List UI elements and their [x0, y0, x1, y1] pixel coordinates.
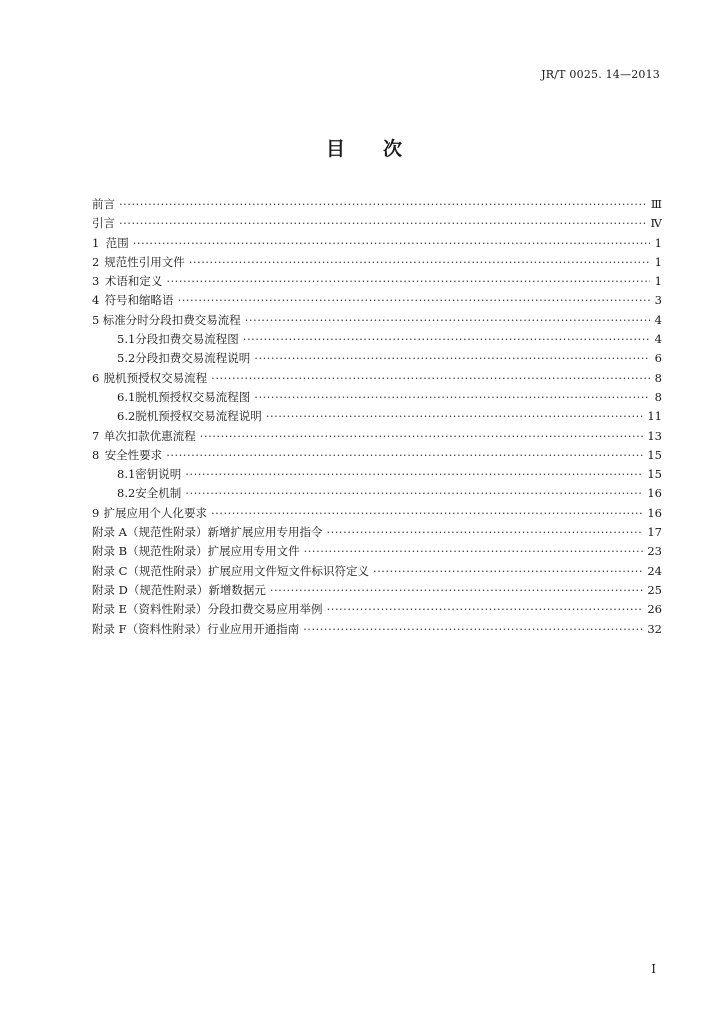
toc-entry-page: Ⅳ [650, 216, 662, 231]
toc-entry-title: 新增扩展应用专用指令 [207, 525, 323, 540]
toc-entry[interactable] [92, 524, 662, 543]
toc-entry-page: 16 [647, 505, 662, 520]
dot-leader [327, 602, 644, 616]
toc-entry-number: 附录 D（规范性附录） [92, 582, 209, 597]
toc-entry-number: 5 [92, 312, 100, 327]
dot-leader [303, 622, 643, 636]
dot-leader [243, 332, 650, 346]
toc-entry-number: 附录 E（资料性附录） [92, 602, 208, 617]
toc-entry-title: 行业应用开通指南 [207, 621, 300, 636]
table-of-contents [92, 196, 662, 640]
toc-entry-page: 4 [654, 332, 662, 347]
toc-entry[interactable] [92, 196, 662, 215]
toc-entry-page: 1 [654, 274, 662, 289]
toc-entry-number: 2 [92, 254, 100, 269]
toc-entry[interactable] [92, 543, 662, 562]
toc-entry-title: 密钥说明 [135, 467, 182, 482]
page-number: I [651, 962, 656, 976]
toc-entry-title: 脱机预授权交易流程说明 [135, 409, 262, 424]
dot-leader [119, 197, 647, 211]
toc-entry-number: 8 [92, 447, 100, 462]
toc-entry-page: 15 [647, 447, 662, 462]
dot-leader [133, 236, 650, 250]
toc-entry-page: 3 [654, 293, 662, 308]
dot-leader [211, 506, 643, 520]
toc-entry[interactable] [92, 582, 662, 601]
dot-leader [185, 467, 643, 481]
toc-entry-title: 引言 [92, 216, 115, 231]
toc-entry-number: 3 [92, 274, 100, 289]
standard-code: JR/T 0025. 14—2013 [541, 68, 660, 81]
toc-entry-number: 5.2 [117, 351, 136, 366]
toc-entry-title: 标准分时分段扣费交易流程 [102, 312, 241, 327]
toc-entry-page: 8 [654, 370, 662, 385]
toc-entry-title: 脱机预授权交易流程图 [135, 389, 251, 404]
toc-entry-page: 6 [654, 351, 662, 366]
title-char-1: 目 [325, 138, 345, 160]
toc-entry[interactable] [92, 621, 662, 640]
toc-entry[interactable] [92, 292, 662, 311]
toc-entry-title: 扩展应用个人化要求 [103, 505, 207, 520]
dot-leader [245, 313, 650, 327]
toc-entry-number: 附录 C（规范性附录） [92, 563, 208, 578]
dot-leader [189, 255, 650, 269]
dot-leader [373, 564, 643, 578]
toc-entry[interactable] [92, 350, 662, 369]
toc-entry-title: 单次扣款优惠流程 [103, 428, 196, 443]
toc-entry-number: 6.2 [117, 409, 136, 424]
toc-entry-title: 安全性要求 [104, 447, 163, 462]
toc-entry[interactable] [92, 447, 662, 466]
toc-entry[interactable] [92, 428, 662, 447]
dot-leader [254, 351, 650, 365]
toc-entry-number: 8.1 [117, 467, 136, 482]
toc-entry-page: 17 [647, 525, 662, 540]
toc-entry-title: 脱机预授权交易流程 [103, 370, 208, 385]
dot-leader [178, 293, 650, 307]
toc-entry-page: 26 [647, 602, 662, 617]
toc-entry-number: 8.2 [117, 486, 136, 501]
dot-leader [211, 371, 650, 385]
toc-entry-number: 4 [92, 293, 100, 308]
toc-entry-title: 扩展应用文件短文件标识符定义 [207, 563, 369, 578]
dot-leader [166, 274, 650, 288]
toc-entry-title: 前言 [92, 197, 115, 211]
toc-entry-title: 符号和缩略语 [104, 293, 174, 308]
dot-leader [166, 448, 643, 462]
toc-entry-number: 9 [92, 505, 100, 520]
toc-entry-title: 术语和定义 [104, 274, 163, 289]
toc-entry[interactable] [92, 563, 662, 582]
toc-entry-page: 25 [647, 582, 662, 597]
toc-entry-page: 4 [654, 312, 662, 327]
toc-entry[interactable] [92, 505, 662, 524]
toc-entry-page: 8 [654, 389, 662, 404]
toc-entry-title: 分段扣费交易流程说明 [135, 351, 251, 366]
toc-entry-page: Ⅲ [650, 197, 662, 211]
toc-entry-page: 15 [647, 467, 662, 482]
toc-entry-page: 24 [647, 563, 662, 578]
toc-entry-title: 规范性引用文件 [104, 254, 185, 269]
toc-entry-title: 扩展应用专用文件 [207, 544, 300, 559]
dot-leader [254, 390, 650, 404]
toc-entry-number: 6 [92, 370, 100, 385]
dot-leader [270, 583, 643, 597]
toc-entry-number: 附录 F（资料性附录） [92, 621, 208, 636]
page-title [0, 134, 728, 161]
toc-entry-number: 7 [92, 428, 100, 443]
toc-entry[interactable] [92, 312, 662, 331]
toc-entry[interactable] [92, 235, 662, 254]
toc-entry-title: 新增数据元 [208, 582, 266, 597]
toc-entry[interactable] [92, 485, 662, 504]
dot-leader [266, 409, 644, 423]
toc-entry[interactable] [92, 215, 662, 234]
toc-entry-page: 32 [647, 621, 662, 636]
toc-entry-number: 附录 A（规范性附录） [92, 525, 208, 540]
dot-leader [200, 429, 644, 443]
dot-leader [304, 544, 644, 558]
toc-entry-title: 分段扣费交易应用举例 [207, 602, 323, 617]
toc-entry-title: 范围 [105, 235, 129, 250]
dot-leader [119, 216, 647, 230]
dot-leader [326, 525, 643, 539]
toc-entry-page: 1 [654, 254, 662, 269]
toc-entry[interactable] [92, 254, 662, 273]
toc-entry-number: 附录 B（规范性附录） [92, 544, 208, 559]
toc-entry-page: 16 [647, 486, 662, 501]
toc-entry-title: 安全机制 [135, 486, 182, 501]
toc-entry-number: 1 [92, 235, 100, 250]
toc-entry-title: 分段扣费交易流程图 [135, 332, 239, 347]
toc-entry[interactable] [92, 370, 662, 389]
toc-entry[interactable] [92, 466, 662, 485]
toc-entry[interactable] [92, 273, 662, 292]
toc-entry[interactable] [92, 601, 662, 620]
toc-entry[interactable] [92, 389, 662, 408]
toc-entry[interactable] [92, 408, 662, 427]
toc-entry-number: 6.1 [117, 389, 136, 404]
toc-entry-number: 5.1 [117, 332, 136, 347]
toc-entry-page: 23 [647, 544, 662, 559]
dot-leader [185, 486, 643, 500]
title-char-2: 次 [383, 138, 403, 160]
toc-entry[interactable] [92, 331, 662, 350]
toc-entry-page: 11 [647, 409, 662, 424]
toc-entry-page: 13 [647, 428, 662, 443]
toc-entry-page: 1 [654, 235, 662, 250]
